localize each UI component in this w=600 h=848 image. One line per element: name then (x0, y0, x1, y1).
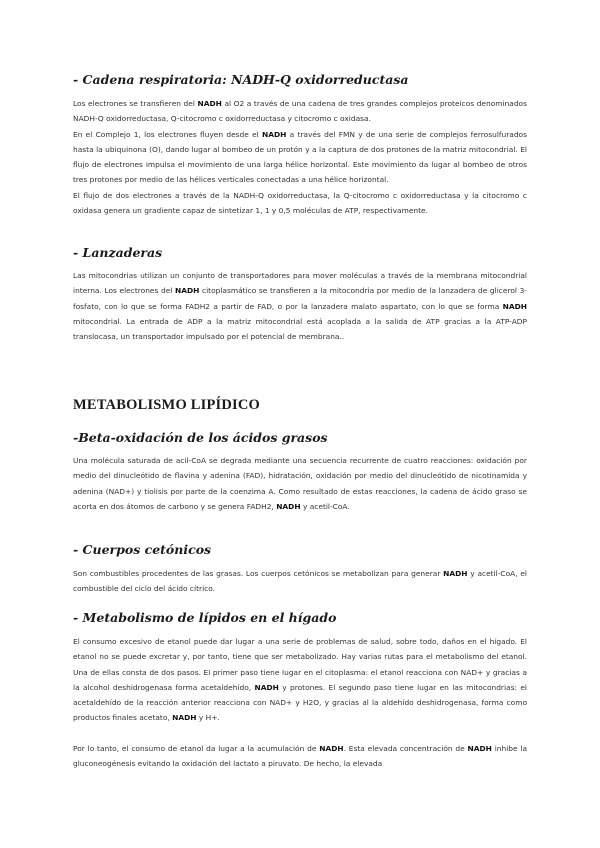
nadh-term: NADH (261, 129, 287, 139)
section-title-metabolismo-lipidico: METABOLISMO LIPÍDICO (73, 397, 261, 413)
nadh-term: NADH (172, 713, 197, 723)
paragraph-cadena-1: Los electrones se transfieren del NADH al O2 a través de una cadena de tres grandes complejos proteicos denominados NADH-Q oxidorreductasa, Q-citocromo c oxidorreductasa y citocromo c oxidasa. En el Complejo 1, los electrones fluyen desde el NADH a través del FMN y de una serie de complejos ferrosulfurados hasta la ubiquinona (O), dando lugar al bombeo de un protón y a la captura de dos protones de la matriz mitocondrial. El flujo de electrones impulsa el movimiento de una larga hélice horizontal. Este movimiento da lugar al bombeo de otros tres protones por medio de las hélices verticales conectadas a una hélice horizontal. El flujo de dos electrones a través de la NADH-Q oxidorreductasa, la Q-citocromo c oxidorreductasa y la citocromo c oxidasa genera un gradiente capaz de sintetizar 1, 1 y 0,5 moléculas de ATP, respectivamente. (73, 99, 527, 216)
nadh-term: NADH (319, 744, 344, 753)
nadh-term: NADH (443, 569, 468, 578)
nadh-term: NADH (254, 682, 279, 692)
section-title-lanzaderas: - Lanzaderas (73, 245, 163, 260)
section-title-metabolismo-higado: - Metabolismo de lípidos en el hígado (73, 610, 337, 625)
section-title-cadena-respiratoria: - Cadena respiratoria: NADH-Q oxidorreductasa (73, 72, 409, 87)
paragraph-lanzaderas: Las mitocondrias utilizan un conjunto de transportadores para mover moléculas a través de la membrana mitocondrial interna. Los electrones del NADH citoplasmático se transfieren a la mitocondria por medio de la lanzadera de glicerol 3-fosfato, con lo que se forma FADH2 a partir de FAD, o por la lanzadera malato aspartato, con lo que se forma NADH mitocondrial. La entrada de ADP a la matriz mitocondrial está acoplada a la salida de ATP gracias a la ATP-ADP translocasa, un transportador impulsado por el potencial de membrana.. (73, 271, 527, 342)
paragraph-beta-oxidacion: Una molécula saturada de acil-CoA se degrada mediante una secuencia recurrente de cuatro reacciones: oxidación por medio del dinucleótido de flavina y adenina (FAD), hidratación, oxidación por medio del dinucleótido de nicotinamida y adenina (NAD+) y tiolisis por parte de la coenzima A. Como resultado de estas reacciones, la cadena de ácido graso se acorta en dos átomos de carbono y se genera FADH2, NADH y acetil-CoA. (73, 456, 527, 511)
paragraph-higado-2: Por lo tanto, el consumo de etanol da lugar a la acumulación de NADH. Esta elevada concentración de NADH inhibe la gluconeogénesis evitando la oxidación del lactato a piruvato. De hecho, la elevada (73, 744, 527, 769)
nadh-term: NADH (174, 286, 200, 296)
nadh-term: NADH (502, 301, 527, 311)
section-title-beta-oxidacion: -Beta-oxidación de los ácidos grasos (73, 430, 328, 445)
paragraph-cuerpos-cetonicos: Son combustibles procedentes de las grasas. Los cuerpos cetónicos se metabolizan para generar NADH y acetil-CoA, el combustible del ciclo del ácido cítrico. (73, 569, 527, 594)
nadh-term: NADH (276, 501, 301, 511)
section-title-cuerpos-cetonicos: - Cuerpos cetónicos (73, 542, 212, 557)
nadh-term: NADH (197, 99, 222, 108)
nadh-term: NADH (467, 744, 492, 753)
paragraph-higado-1: El consumo excesivo de etanol puede dar lugar a una serie de problemas de salud, sobre todo, daños en el hígado. El etanol no se puede excretar y, por tanto, tiene que ser metabolizado. Hay varias rutas para el metabolismo del etanol. Una de ellas consta de dos pasos. El primer paso tiene lugar en el citoplasma: el etanol reacciona con NAD+ y gracias a la alcohol deshidrogenasa forma acetaldehído, NADH y protones. El segundo paso tiene lugar en las mitocondrias: el acetaldehído de la reacción anterior reacciona con NAD+ y H2O, y gracias al la aldehído deshidrogenasa, forma como productos finales acetato, NADH y H+. (73, 637, 527, 723)
